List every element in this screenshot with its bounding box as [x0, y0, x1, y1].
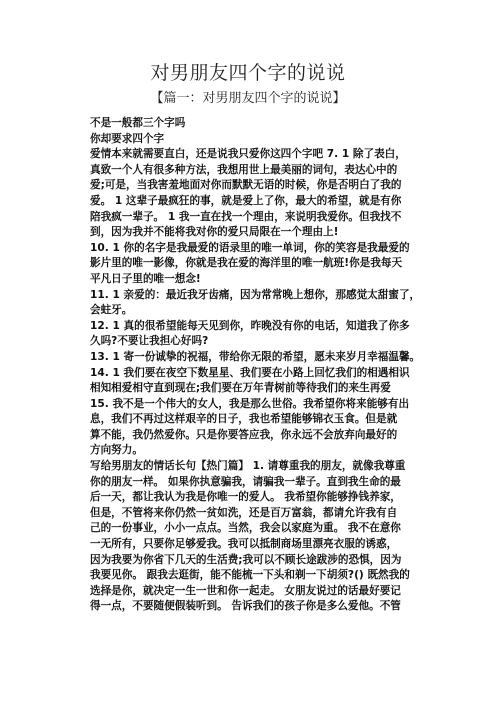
body-line: 11. 1 亲爱的：最近我牙齿痛，因为常常晚上想你，那感觉太甜蜜了，	[90, 288, 420, 301]
body-line: 爱。 1 这辈子最疯狂的事，就是爱上了你，最大的希望，就是有你	[90, 194, 402, 207]
document-title: 对男朋友四个字的说说	[150, 62, 346, 84]
body-line: 真致一个人有很多种方法，我想用世上最美丽的词句，表达心中的	[90, 163, 398, 176]
body-line: 14. 1 我们要在夜空下数星星、我们要在小路上回忆我们的相遇相识	[90, 366, 410, 379]
document-body	[90, 116, 420, 615]
body-line: 选择是你，就决定一生一世和你一起走。 女朋友说过的话最好要记	[90, 584, 401, 597]
body-line: 会蛀牙。	[90, 304, 133, 317]
body-line: 方向努力。	[90, 444, 143, 457]
body-line: 爱情本来就需要直白，还是说我只爱你这四个字吧 7. 1 除了表白，	[90, 148, 406, 161]
body-line: 你却要求四个字	[90, 132, 165, 145]
body-line: 得一点，不要随便假装听到。 告诉我们的孩子你是多么爱他。不管	[90, 600, 401, 613]
body-line: 你的朋友一样。 如果你执意骗我，请骗我一辈子。直到我生命的最	[90, 475, 401, 488]
body-line: 己的一份事业，小小一点点。当然，我会以家庭为重。 我不在意你	[90, 522, 401, 535]
body-line: 因为我要为你省下几天的生活费;我可以不顾长途跋涉的恐惧，因为	[90, 553, 402, 566]
body-line: 影片里的唯一影像，你就是我在爱的海洋里的唯一航班!你是我每天	[90, 257, 403, 270]
body-line: 10. 1 你的名字是我最爱的语录里的唯一单词，你的笑容是我最爱的	[90, 241, 410, 254]
body-line: 到，因为我并不能将我对你的爱只局限在一个理由上!	[90, 226, 339, 239]
body-line: 我要见你。 跟我去逛街，能不能梳一下头和剃一下胡须?() 既然我的	[90, 569, 410, 582]
body-line: 平凡日子里的唯一想念!	[90, 272, 201, 285]
body-line: 爱;可是，当我害羞地面对你而默默无语的时候，你是否明白了我的	[90, 179, 402, 192]
body-line: 一无所有，只要你足够爱我。我可以抵制商场里漂亮衣服的诱惑，	[90, 538, 398, 551]
body-line: 陪我疯一辈子。 1 我一直在找一个理由，来说明我爱你。但我找不	[90, 210, 402, 223]
document-subtitle: 【篇一：对男朋友四个字的说说】	[150, 91, 346, 106]
body-line: 12. 1 真的很希望能每天见到你，昨晚没有你的电话，知道我了你多	[90, 319, 410, 332]
body-line: 久吗?不要让我担心好吗?	[90, 335, 209, 348]
body-line: 13. 1 寄一份诚挚的祝福，带给你无限的希望，愿未来岁月幸福温馨。	[90, 350, 420, 363]
body-line: 后一天，都让我认为我是你唯一的爱人。 我希望你能够挣钱养家，	[90, 491, 401, 504]
body-line: 相知相爱相守直到现在;我们要在万年青树前等待我们的来生再爱	[90, 382, 391, 395]
body-line: 15. 我不是一个伟大的女人，我是那么世俗。我希望你将来能够有出	[90, 397, 410, 410]
body-line: 算不能，我仍然爱你。只是你要答应我，你永远不会放弃向最好的	[90, 428, 398, 441]
body-line: 不是一般都三个字吗	[90, 117, 186, 129]
body-line: 写给男朋友的情话长句【热门篇】 1. 请尊重我的朋友，就像我尊重	[90, 460, 406, 473]
body-line: 息，我们不再过这样艰辛的日子，我也希望能够锦衣玉食。但是就	[90, 413, 398, 426]
body-line: 但是，不管将来你仍然一贫如洗，还是百万富翁，都请允许我有自	[90, 506, 398, 519]
